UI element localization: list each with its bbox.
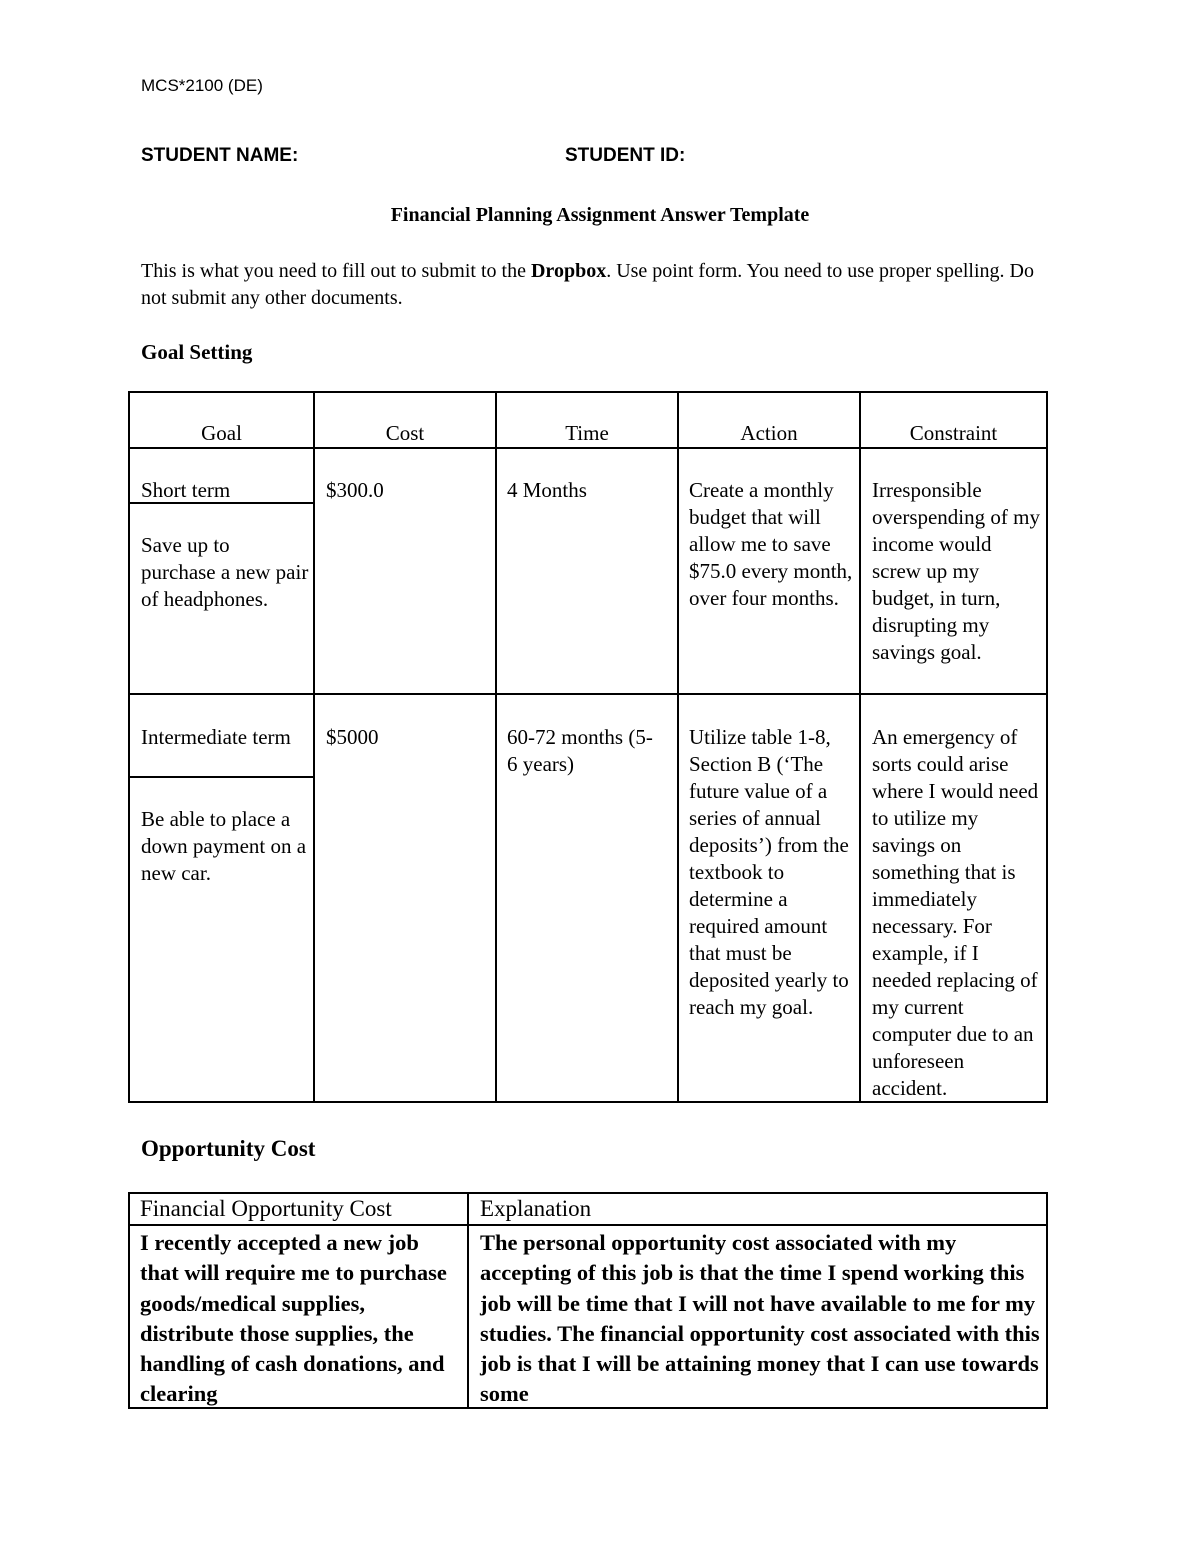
table-rule — [495, 391, 497, 1103]
intro-dropbox-word: Dropbox — [530, 260, 607, 282]
goal-term: Intermediate term — [141, 725, 291, 749]
column-header-explanation: Explanation — [480, 1196, 592, 1221]
goal-term: Short term — [141, 478, 231, 502]
intro-text-start: This is what you need to fill out to submit to the — [141, 260, 531, 282]
goal-action: Create a monthly budget that will allow me to save $75.0 every month, over four months. — [689, 478, 853, 610]
column-header-constraint: Constraint — [909, 421, 998, 445]
column-header-cost: Cost — [385, 421, 425, 445]
table-rule — [128, 693, 1048, 695]
student-name-label: STUDENT NAME: — [141, 145, 299, 166]
goal-description: Save up to purchase a new pair of headphones. — [141, 533, 309, 611]
table-border — [128, 391, 130, 1103]
goal-constraint: An emergency of sorts could arise where I would need to utilize my savings on something that is immediately necessary. For example, if I needed replacing of my current computer due to an unforeseen accident. — [872, 725, 1039, 1100]
table-rule — [859, 391, 861, 1103]
goal-cost: $5000 — [326, 725, 379, 749]
goal-time: 60-72 months (5-6 years) — [507, 725, 653, 776]
goal-cost: $300.0 — [326, 478, 384, 502]
intro-text-end: . Use point form. You need to use proper spelling. Do not submit any other documents. — [141, 260, 1034, 309]
table-border — [1046, 1192, 1048, 1409]
goal-time: 4 Months — [507, 478, 587, 502]
column-header-action: Action — [740, 421, 798, 445]
table-border — [128, 391, 1048, 393]
table-rule — [128, 447, 1048, 449]
goal-description: Be able to place a down payment on a new car. — [141, 807, 307, 885]
table-border — [1046, 391, 1048, 1103]
opportunity-cost-cell — [130, 1226, 467, 1407]
explanation-cell — [469, 1226, 1046, 1407]
opportunity-cost-text: I recently accepted a new job that will require me to purchase goods/medical supplies, distribute those supplies, the handling of cash donations, and clearing — [140, 1230, 447, 1407]
goal-constraint: Irresponsible overspending of my income would screw up my budget, in turn, disrupting my savings goal. — [872, 478, 1040, 664]
goal-setting-heading: Goal Setting — [141, 340, 253, 364]
document-title: Financial Planning Assignment Answer Template — [390, 204, 810, 226]
opportunity-cost-heading: Opportunity Cost — [141, 1136, 316, 1161]
column-header-goal: Goal — [201, 421, 242, 445]
table-rule — [677, 391, 679, 1103]
goal-action: Utilize table 1-8, Section B (‘The future value of a series of annual deposits’) from the textbook to determine a required amount that must be deposited yearly to reach my goal. — [689, 725, 849, 1019]
course-code: MCS*2100 (DE) — [141, 76, 263, 95]
student-id-label: STUDENT ID: — [565, 145, 686, 166]
table-border — [128, 1407, 1048, 1409]
intro-paragraph — [141, 258, 1041, 312]
column-header-time: Time — [565, 421, 609, 445]
table-rule — [313, 391, 315, 1103]
explanation-text: The personal opportunity cost associated with my accepting of this job is that the time I spend working this job will be time that I will not have available to me for my studies. The financial opportunity cost associated with this job is that I will be attaining money that I can use towards some — [480, 1230, 1040, 1407]
goal-subdivider — [128, 776, 315, 778]
column-header-financial-opportunity-cost: Financial Opportunity Cost — [140, 1196, 392, 1221]
table-border — [128, 1192, 1048, 1194]
